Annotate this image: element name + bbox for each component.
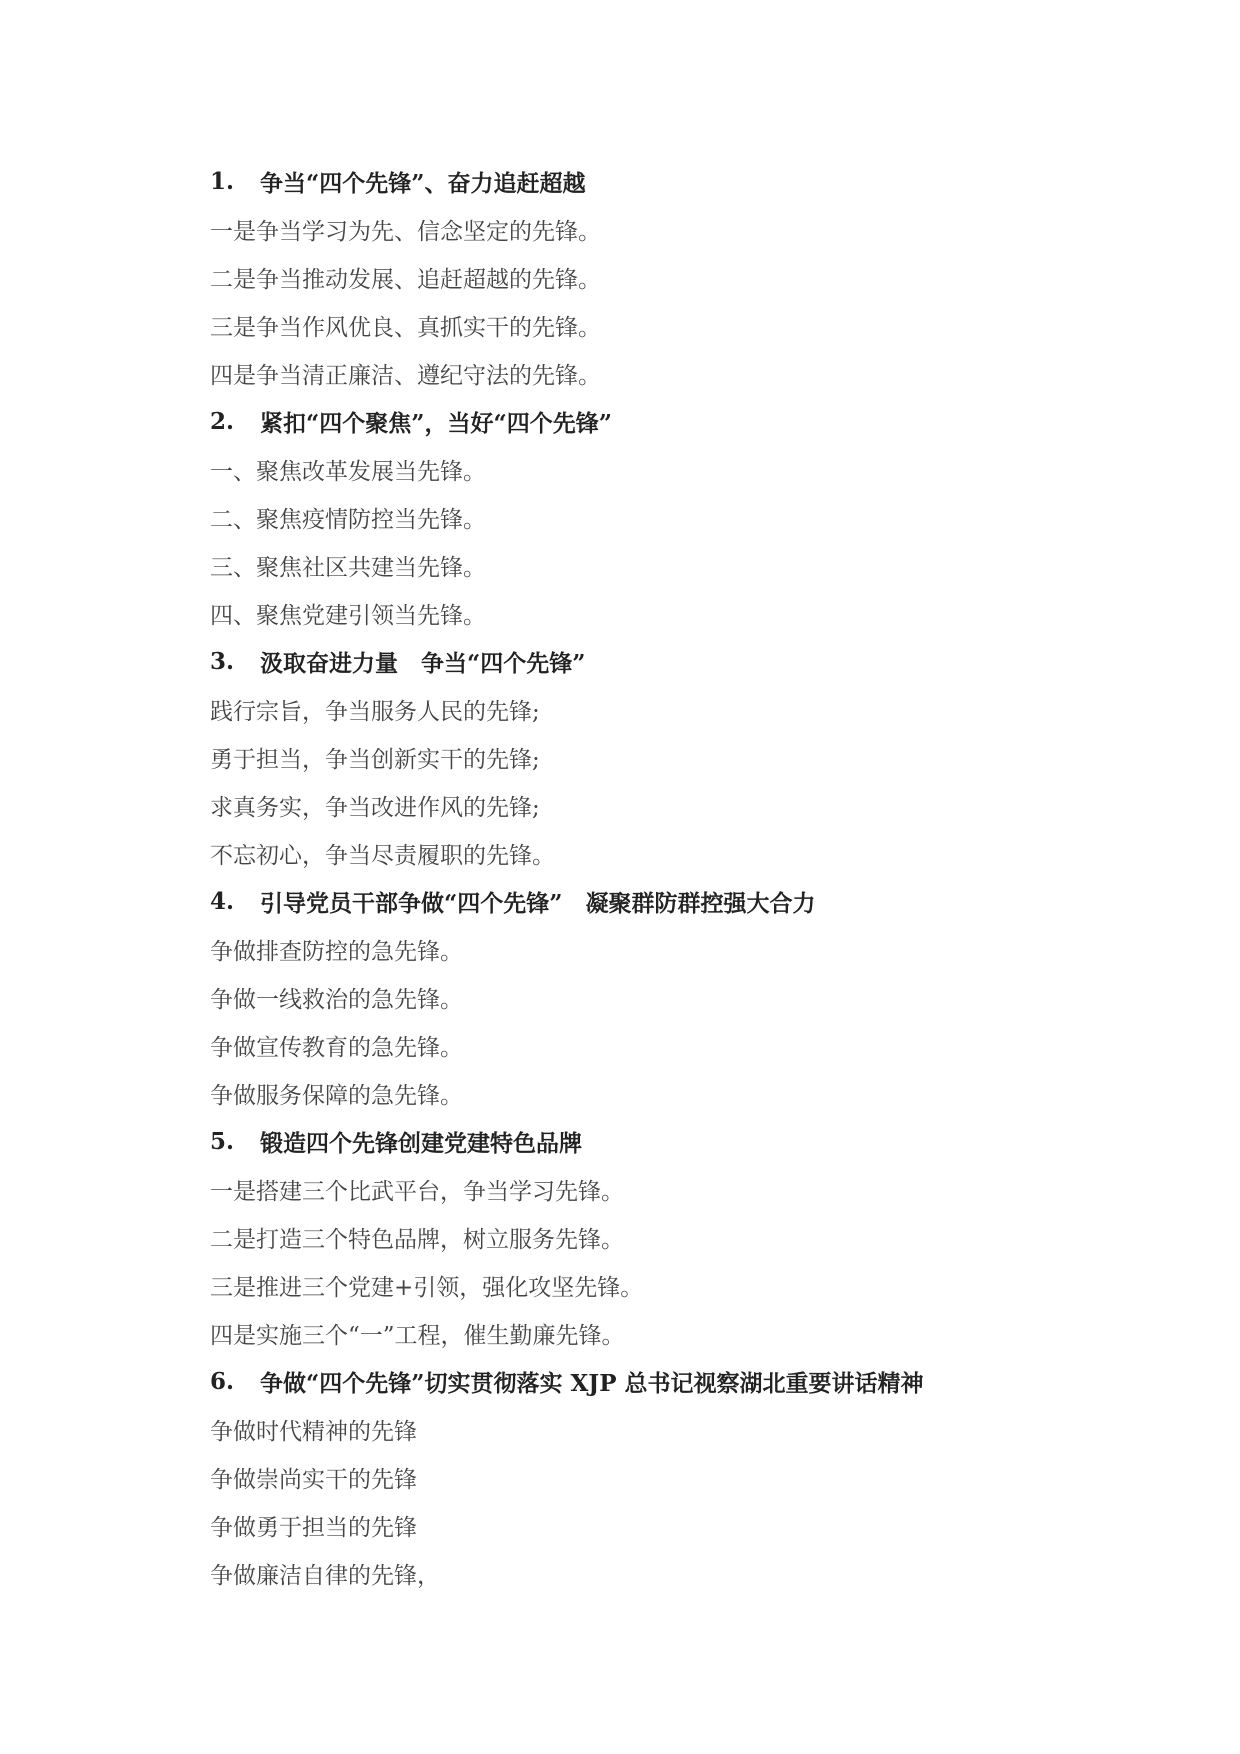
section-title: 引导党员干部争做“四个先锋” 凝聚群防群控强大合力 xyxy=(260,889,816,917)
list-item: 一是争当学习为先、信念坚定的先锋。 xyxy=(210,218,601,245)
section-heading xyxy=(210,1117,1110,1165)
section-6 xyxy=(210,1357,1110,1597)
list-item: 勇于担当，争当创新实干的先锋; xyxy=(210,746,540,773)
list-item: 争做服务保障的急先锋。 xyxy=(210,1082,463,1109)
list-item: 一、聚焦改革发展当先锋。 xyxy=(210,458,486,485)
section-title: 争当“四个先锋”、奋力追赶超越 xyxy=(260,169,586,197)
list-item: 求真务实，争当改进作风的先锋; xyxy=(210,794,540,821)
section-heading xyxy=(210,1357,1110,1405)
list-item: 争做崇尚实干的先锋 xyxy=(210,1466,417,1493)
list-item: 争做廉洁自律的先锋， xyxy=(210,1562,440,1589)
section-1 xyxy=(210,157,1110,397)
list-item: 四是争当清正廉洁、遵纪守法的先锋。 xyxy=(210,362,601,389)
section-number: 2. xyxy=(210,407,235,435)
section-number: 1. xyxy=(210,167,235,195)
section-number: 6. xyxy=(210,1367,235,1395)
section-title: 争做“四个先锋”切实贯彻落实 XJP 总书记视察湖北重要讲话精神 xyxy=(260,1369,924,1397)
section-title: 锻造四个先锋创建党建特色品牌 xyxy=(260,1129,582,1157)
list-item: 争做排查防控的急先锋。 xyxy=(210,938,463,965)
list-item: 争做一线救治的急先锋。 xyxy=(210,986,463,1013)
list-item: 不忘初心，争当尽责履职的先锋。 xyxy=(210,842,555,869)
list-item: 三是争当作风优良、真抓实干的先锋。 xyxy=(210,314,601,341)
list-item: 争做宣传教育的急先锋。 xyxy=(210,1034,463,1061)
list-item: 争做勇于担当的先锋 xyxy=(210,1514,417,1541)
section-2 xyxy=(210,397,1110,637)
section-number: 5. xyxy=(210,1127,235,1155)
list-item: 三、聚焦社区共建当先锋。 xyxy=(210,554,486,581)
section-3 xyxy=(210,637,1110,877)
section-heading xyxy=(210,877,1110,925)
section-heading xyxy=(210,157,1110,205)
section-title: 汲取奋进力量 争当“四个先锋” xyxy=(260,649,586,677)
list-item: 践行宗旨，争当服务人民的先锋; xyxy=(210,698,540,725)
list-item: 争做时代精神的先锋 xyxy=(210,1418,417,1445)
section-heading xyxy=(210,637,1110,685)
list-item: 四、聚焦党建引领当先锋。 xyxy=(210,602,486,629)
section-5 xyxy=(210,1117,1110,1357)
section-number: 3. xyxy=(210,647,235,675)
section-number: 4. xyxy=(210,887,235,915)
list-item: 三是推进三个党建+引领，强化攻坚先锋。 xyxy=(210,1274,644,1301)
document-body xyxy=(210,157,1110,1597)
list-item: 一是搭建三个比武平台，争当学习先锋。 xyxy=(210,1178,624,1205)
section-heading xyxy=(210,397,1110,445)
section-title: 紧扣“四个聚焦”，当好“四个先锋” xyxy=(260,409,612,437)
list-item: 二是打造三个特色品牌，树立服务先锋。 xyxy=(210,1226,624,1253)
list-item: 四是实施三个“一”工程，催生勤廉先锋。 xyxy=(210,1322,625,1349)
list-item: 二是争当推动发展、追赶超越的先锋。 xyxy=(210,266,601,293)
list-item: 二、聚焦疫情防控当先锋。 xyxy=(210,506,486,533)
section-4 xyxy=(210,877,1110,1117)
